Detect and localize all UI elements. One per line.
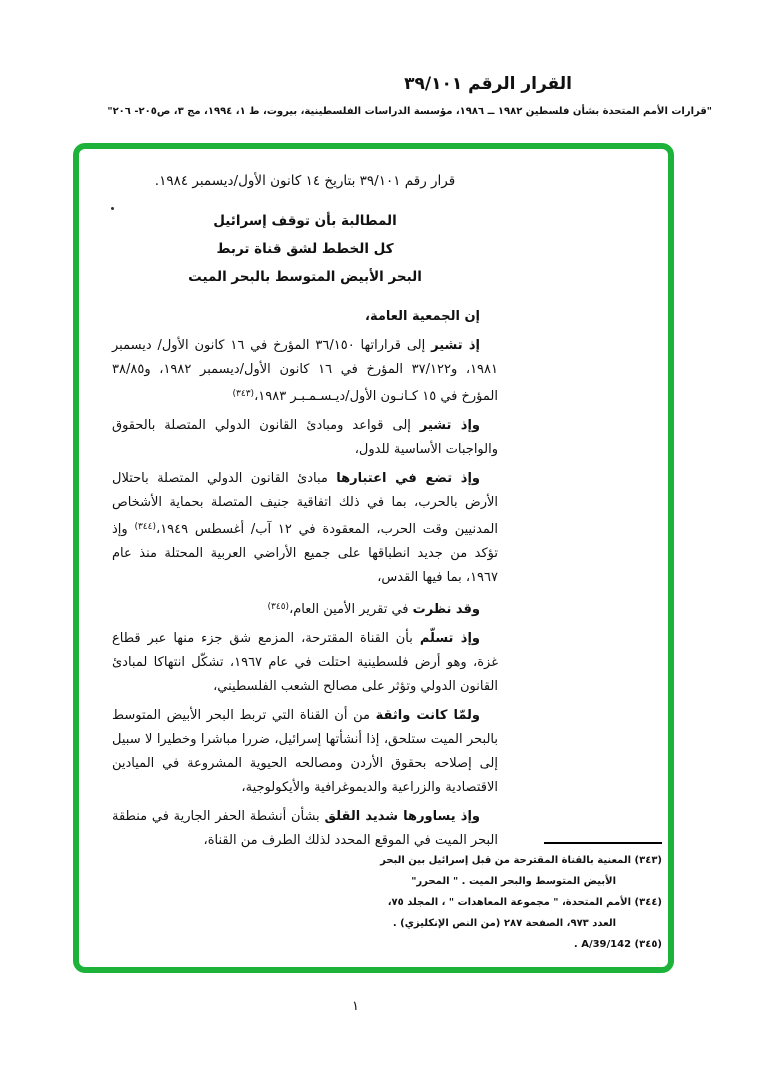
footnote-marker: (٣٤٣) — [634, 855, 662, 866]
paragraph-recalling-principles — [112, 414, 498, 462]
footnote-separator — [544, 842, 662, 844]
paragraph-text: إلى قراراتها ٣٦/١٥٠ المؤرخ في ١٦ كانون الأول/ ديسمبر ١٩٨١، و٣٧/١٢٢ المؤرخ في ١٦ كانون الأول/ديسمبر ١٩٨٢، و٣٨/٨٥ المؤرخ في ١٥ كـانـون الأول/ديـسـمـبـر ١٩٨٣، — [112, 338, 499, 404]
paragraph-text: في تقرير الأمين العام، — [289, 602, 413, 617]
paragraph-recalling — [112, 334, 498, 409]
footnote-ref-345: (٣٤٥) — [267, 602, 290, 612]
resolution-title — [112, 207, 498, 291]
page-number: ١ — [352, 999, 359, 1014]
paragraph-text: وإذ تؤكد من جديد انطباقها على جميع الأراضي العربية المحتلة منذ عام ١٩٦٧، بما فيها القدس، — [112, 522, 498, 585]
footnote-ref-343: (٣٤٣) — [232, 389, 255, 399]
footnote-text: الأمم المتحدة، " مجموعة المعاهدات " ، المجلد ٧٥، العدد ٩٧٣، الصفحة ٢٨٧ (من النص الإنكليزي) . — [387, 897, 632, 929]
lead-phrase: إن الجمعية العامة، — [365, 309, 480, 324]
footnote-344 — [370, 892, 662, 934]
paragraph-text: مبادئ القانون الدولي المتصلة باحتلال الأرض بالحرب، بما في ذلك اتفاقية جنيف المتصلة بحماية الأشخاص المدنيين وقت الحرب، المعقودة في ١٢ آب/ أغسطس ١٩٤٩، — [112, 471, 498, 537]
paragraph-having-considered — [112, 595, 498, 622]
footnote-345 — [370, 934, 662, 955]
footnote-text: A/39/142 . — [573, 939, 632, 950]
footnote-text: المعنية بالقناة المقترحة من قبل إسرائيل بين البحر الأبيض المتوسط والبحر الميت . " المحرر" — [380, 855, 632, 887]
page-title: القرار الرقم ٣٩/١٠١ — [404, 74, 572, 94]
lead-phrase: وإذ تشير — [419, 418, 480, 433]
paragraph-text: بأن القناة المقترحة، المزمع شق جزء منها عبر قطاع غزة، وهو أرض فلسطينية احتلت في عام ١٩٦٧، تشكّل انتهاكا لمبادئ القانون الدولي وتؤثر على مصالح الشعب الفلسطيني، — [112, 631, 498, 694]
resolution-title-line: البحر الأبيض المتوسط بالبحر الميت — [188, 269, 422, 285]
footnotes-block — [370, 842, 662, 955]
paragraph-confident — [112, 704, 498, 800]
resolution-date-line: قرار رقم ٣٩/١٠١ بتاريخ ١٤ كانون الأول/ديسمبر ١٩٨٤. — [154, 173, 456, 189]
paragraph-bearing-in-mind — [112, 467, 498, 590]
lead-phrase: وقد نظرت — [412, 602, 480, 617]
lead-phrase: وإذ تضع في اعتبارها — [336, 471, 481, 486]
lead-phrase: إذ تشير — [431, 338, 480, 353]
lead-phrase: ولمّا كانت واثقة — [375, 708, 481, 723]
paragraph-recognizing — [112, 627, 498, 699]
footnote-343 — [370, 850, 662, 892]
document-frame — [73, 143, 674, 973]
resolution-title-line: المطالبة بأن توقف إسرائيل — [213, 213, 397, 229]
lead-phrase: وإذ تسلّم — [419, 631, 480, 646]
footnote-ref-344: (٣٤٤) — [134, 522, 156, 532]
paragraph-text: بشأن أنشطة الحفر الجارية في منطقة البحر الميت في الموقع المحدد لذلك الطرف من القناة، — [112, 809, 498, 848]
citation-line: "قرارات الأمم المتحدة بشأن فلسطين ١٩٨٢ ــ ١٩٨٦، مؤسسة الدراسات الفلسطينية، بيروت، ط ١، ١٩٩٤، مج ٣، ص٢٠٥- ٢٠٦" — [107, 106, 712, 117]
footnote-marker: (٣٤٥) — [634, 939, 662, 950]
paragraph-text: من أن القناة التي تربط البحر الأبيض المتوسط بالبحر الميت ستلحق، إذا أنشأتها إسرائيل، ضررا مباشرا وخطيرا لا سبيل إلى إصلاحه بحقوق الأردن ومصالحه الحيوية المشروعة في الميادين الاقتصادية والزراعية والديموغرافية والأيكولوجية، — [112, 708, 498, 795]
lead-phrase: وإذ يساورها شديد القلق — [324, 809, 480, 824]
resolution-title-line: كل الخطط لشق قناة تربط — [216, 241, 394, 257]
paragraph-preamble — [112, 305, 498, 329]
paragraph-text: إلى قواعد ومبادئ القانون الدولي المتصلة بالحقوق والواجبات الأساسية للدول، — [112, 418, 498, 457]
footnote-marker: (٣٤٤) — [634, 897, 662, 908]
resolution-body — [112, 169, 498, 858]
